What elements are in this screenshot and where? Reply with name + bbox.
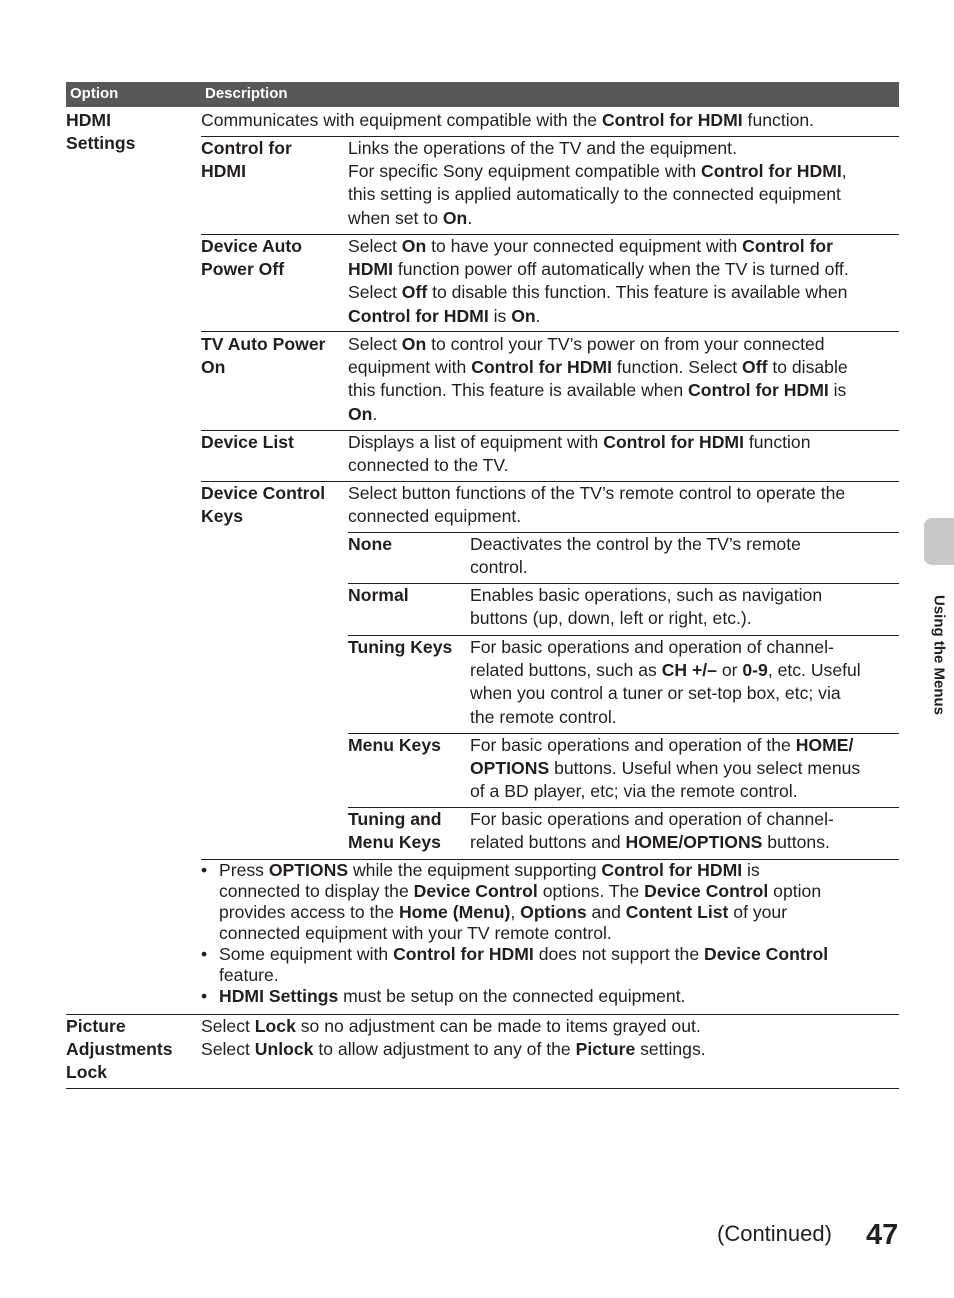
bold-term: On: [401, 236, 427, 256]
bold-term: 0-9: [742, 660, 768, 681]
text-run: Select button functions of the TV’s remote control to operate the: [348, 483, 846, 503]
bold-term: Control for HDMI: [471, 357, 612, 378]
note-item: [201, 944, 899, 986]
text-run: Deactivates the control by the TV’s remote: [470, 534, 801, 554]
continued-note: (Continued): [717, 1221, 832, 1246]
bullet-icon: •: [201, 944, 208, 964]
key-option-label: Normal: [348, 585, 409, 605]
text-run: connected to display the: [219, 881, 414, 901]
text-run: function. Select: [611, 357, 743, 378]
setting-description: [348, 207, 472, 230]
bold-term: Control for HDMI: [688, 380, 829, 401]
note-item: [201, 986, 899, 1007]
text-run: when you control a tuner or set-top box, etc; via: [470, 683, 841, 704]
picture-lock-option-label: Picture: [66, 1016, 126, 1036]
text-run: of a BD player, etc; via the remote control.: [470, 781, 798, 802]
text-run: .: [372, 403, 378, 424]
bold-term: HDMI: [348, 259, 393, 280]
text-run: ,: [510, 902, 521, 922]
text-run: is: [488, 305, 512, 326]
text-run: option: [768, 881, 822, 901]
text-run: must be setup on the connected equipment.: [338, 986, 686, 1006]
text-run: ,: [841, 161, 847, 182]
setting-label: Keys: [201, 506, 244, 527]
text-run: settings.: [635, 1039, 706, 1060]
picture-lock-description: [201, 1038, 706, 1061]
text-run: when set to: [348, 207, 443, 228]
key-option-description: [470, 831, 830, 854]
bullet-icon: •: [201, 860, 208, 880]
key-option-description: [470, 682, 841, 705]
text-run: buttons. Useful when you select menus: [549, 758, 861, 779]
text-run: control.: [470, 557, 528, 578]
key-option-label: Tuning and: [348, 809, 442, 829]
bold-term: On: [401, 334, 427, 354]
note-line: [219, 944, 899, 965]
note-line: [219, 965, 899, 986]
bold-term: Options: [520, 902, 587, 922]
note-line: [219, 881, 899, 902]
option-column-header: Option: [70, 85, 119, 102]
picture-lock-description: [201, 1015, 701, 1038]
setting-label: TV Auto Power: [201, 334, 326, 354]
bold-term: HDMI Settings: [219, 986, 339, 1006]
bold-term: HOME/: [795, 735, 854, 755]
bold-term: Home (Menu): [398, 902, 511, 922]
text-run: connected to the TV.: [348, 455, 509, 476]
table-bottom-rule: [66, 1088, 899, 1089]
bold-term: Control for HDMI: [601, 860, 743, 880]
bold-term: Content List: [625, 902, 729, 922]
key-option-description: [470, 808, 834, 831]
bold-term: Picture: [575, 1039, 636, 1060]
setting-description: [348, 258, 849, 281]
text-run: For specific Sony equipment compatible with: [348, 161, 702, 182]
bold-term: On: [511, 305, 536, 326]
text-run: Select: [201, 1016, 255, 1036]
bold-term: OPTIONS: [268, 860, 349, 880]
bold-term: Lock: [254, 1016, 296, 1036]
setting-description: [348, 403, 377, 426]
text-run: Displays a list of equipment with: [348, 432, 604, 452]
setting-description: [348, 137, 737, 160]
setting-description: [348, 305, 541, 328]
text-run: connected equipment.: [348, 506, 522, 527]
setting-description: [348, 235, 833, 258]
text-run: and: [586, 902, 626, 922]
text-run: buttons.: [762, 832, 830, 853]
text-run: this setting is applied automatically to the connected equipment: [348, 184, 841, 205]
note-line: [219, 923, 899, 944]
key-option-description: [470, 659, 861, 682]
setting-description: [348, 183, 841, 206]
key-option-description: [470, 556, 528, 579]
text-run: related buttons and: [470, 832, 626, 853]
setting-label: Device Control: [201, 483, 326, 503]
text-run: does not support the: [533, 944, 705, 964]
section-tab: [924, 518, 954, 565]
hdmi-settings-intro: [201, 109, 814, 132]
key-option-description: [470, 780, 798, 803]
bold-term: Off: [742, 357, 768, 378]
description-column-header: Description: [205, 85, 288, 102]
bold-term: Device Control: [704, 944, 829, 964]
key-option-label: None: [348, 534, 392, 554]
key-option-description: [470, 636, 834, 659]
text-run: provides access to the: [219, 902, 399, 922]
bold-term: Control for HDMI: [601, 110, 743, 130]
bold-term: Control for HDMI: [348, 305, 489, 326]
note-line: [219, 902, 899, 923]
bold-term: Off: [401, 282, 428, 303]
note-line: [219, 860, 899, 881]
text-run: Select: [348, 236, 402, 256]
setting-description: [348, 379, 846, 402]
bold-term: Unlock: [254, 1039, 314, 1060]
picture-lock-option-label: Adjustments: [66, 1039, 173, 1060]
text-run: Links the operations of the TV and the equipment.: [348, 138, 737, 158]
text-run: .: [535, 305, 541, 326]
key-option-description: [470, 734, 853, 757]
setting-label: Control for: [201, 138, 292, 158]
key-option-description: [470, 706, 617, 729]
text-run: to have your connected equipment with: [426, 236, 743, 256]
key-option-description: [470, 533, 801, 556]
setting-description: [348, 454, 508, 477]
hdmi-settings-option-label: Settings: [66, 133, 136, 154]
setting-description: [348, 505, 521, 528]
text-run: buttons (up, down, left or right, etc.).: [470, 608, 752, 629]
key-option-label: Tuning Keys: [348, 637, 453, 657]
bold-term: Device Control: [644, 881, 769, 901]
text-run: , etc. Useful: [767, 660, 861, 681]
text-run: to disable: [767, 357, 848, 378]
setting-label: On: [201, 357, 226, 378]
bold-term: Control for HDMI: [603, 432, 744, 452]
bold-term: Control for: [742, 236, 834, 256]
text-run: to control your TV’s power on from your connected: [426, 334, 825, 354]
key-option-description: [470, 757, 860, 780]
bullet-icon: •: [201, 986, 208, 1006]
hdmi-settings-option-label: HDMI: [66, 110, 111, 130]
text-run: .: [467, 207, 473, 228]
text-run: connected equipment with your TV remote control.: [219, 923, 612, 943]
text-run: function: [743, 432, 811, 452]
text-run: Select: [348, 334, 402, 354]
text-run: so no adjustment can be made to items grayed out.: [295, 1016, 701, 1036]
setting-label: Power Off: [201, 259, 285, 280]
table-header: [66, 82, 899, 107]
section-tab-label: Using the Menus: [930, 594, 948, 716]
setting-description: [348, 356, 848, 379]
key-option-label: Menu Keys: [348, 735, 441, 755]
setting-label: HDMI: [201, 161, 246, 182]
bold-term: Device Control: [413, 881, 538, 901]
text-run: function power off automatically when the TV is turned off.: [392, 259, 849, 280]
setting-label: Device List: [201, 432, 294, 452]
text-run: to disable this function. This feature is available when: [427, 282, 848, 303]
text-run: of your: [728, 902, 788, 922]
row-divider: [201, 331, 899, 332]
bold-term: Control for HDMI: [701, 161, 842, 182]
hdmi-notes: [201, 860, 899, 1007]
text-run: Communicates with equipment compatible with the: [201, 110, 602, 130]
setting-description: [348, 482, 845, 505]
note-item: [201, 860, 899, 944]
text-run: this function. This feature is available when: [348, 380, 689, 401]
text-run: Some equipment with: [219, 944, 394, 964]
text-run: Enables basic operations, such as navigation: [470, 585, 823, 605]
bold-term: On: [348, 403, 373, 424]
text-run: options. The: [537, 881, 645, 901]
text-run: equipment with: [348, 357, 472, 378]
bold-term: OPTIONS: [470, 758, 550, 779]
setting-description: [348, 333, 825, 356]
text-run: For basic operations and operation of the: [470, 735, 796, 755]
setting-label: Device Auto: [201, 236, 303, 256]
text-run: For basic operations and operation of channel-: [470, 637, 834, 657]
bold-term: Control for HDMI: [393, 944, 534, 964]
note-line: [219, 986, 899, 1007]
text-run: is: [828, 380, 847, 401]
bold-term: CH +/–: [661, 660, 717, 681]
text-run: is: [742, 860, 760, 880]
text-run: to allow adjustment to any of the: [313, 1039, 576, 1060]
text-run: related buttons, such as: [470, 660, 662, 681]
setting-description: [348, 281, 847, 304]
text-run: feature.: [219, 965, 279, 985]
text-run: Select: [201, 1039, 255, 1060]
key-option-description: [470, 584, 822, 607]
text-run: function.: [742, 110, 815, 130]
text-run: Press: [219, 860, 269, 880]
text-run: Select: [348, 282, 402, 303]
text-run: the remote control.: [470, 706, 617, 727]
key-option-label: Menu Keys: [348, 832, 441, 853]
key-option-description: [470, 607, 752, 630]
text-run: while the equipment supporting: [348, 860, 602, 880]
setting-description: [348, 431, 810, 454]
text-run: or: [716, 660, 743, 681]
bold-term: On: [442, 207, 468, 228]
setting-description: [348, 160, 847, 183]
bold-term: HOME/OPTIONS: [625, 832, 763, 853]
text-run: For basic operations and operation of channel-: [470, 809, 834, 829]
picture-lock-option-label: Lock: [66, 1062, 108, 1083]
page-number: 47: [866, 1219, 899, 1251]
